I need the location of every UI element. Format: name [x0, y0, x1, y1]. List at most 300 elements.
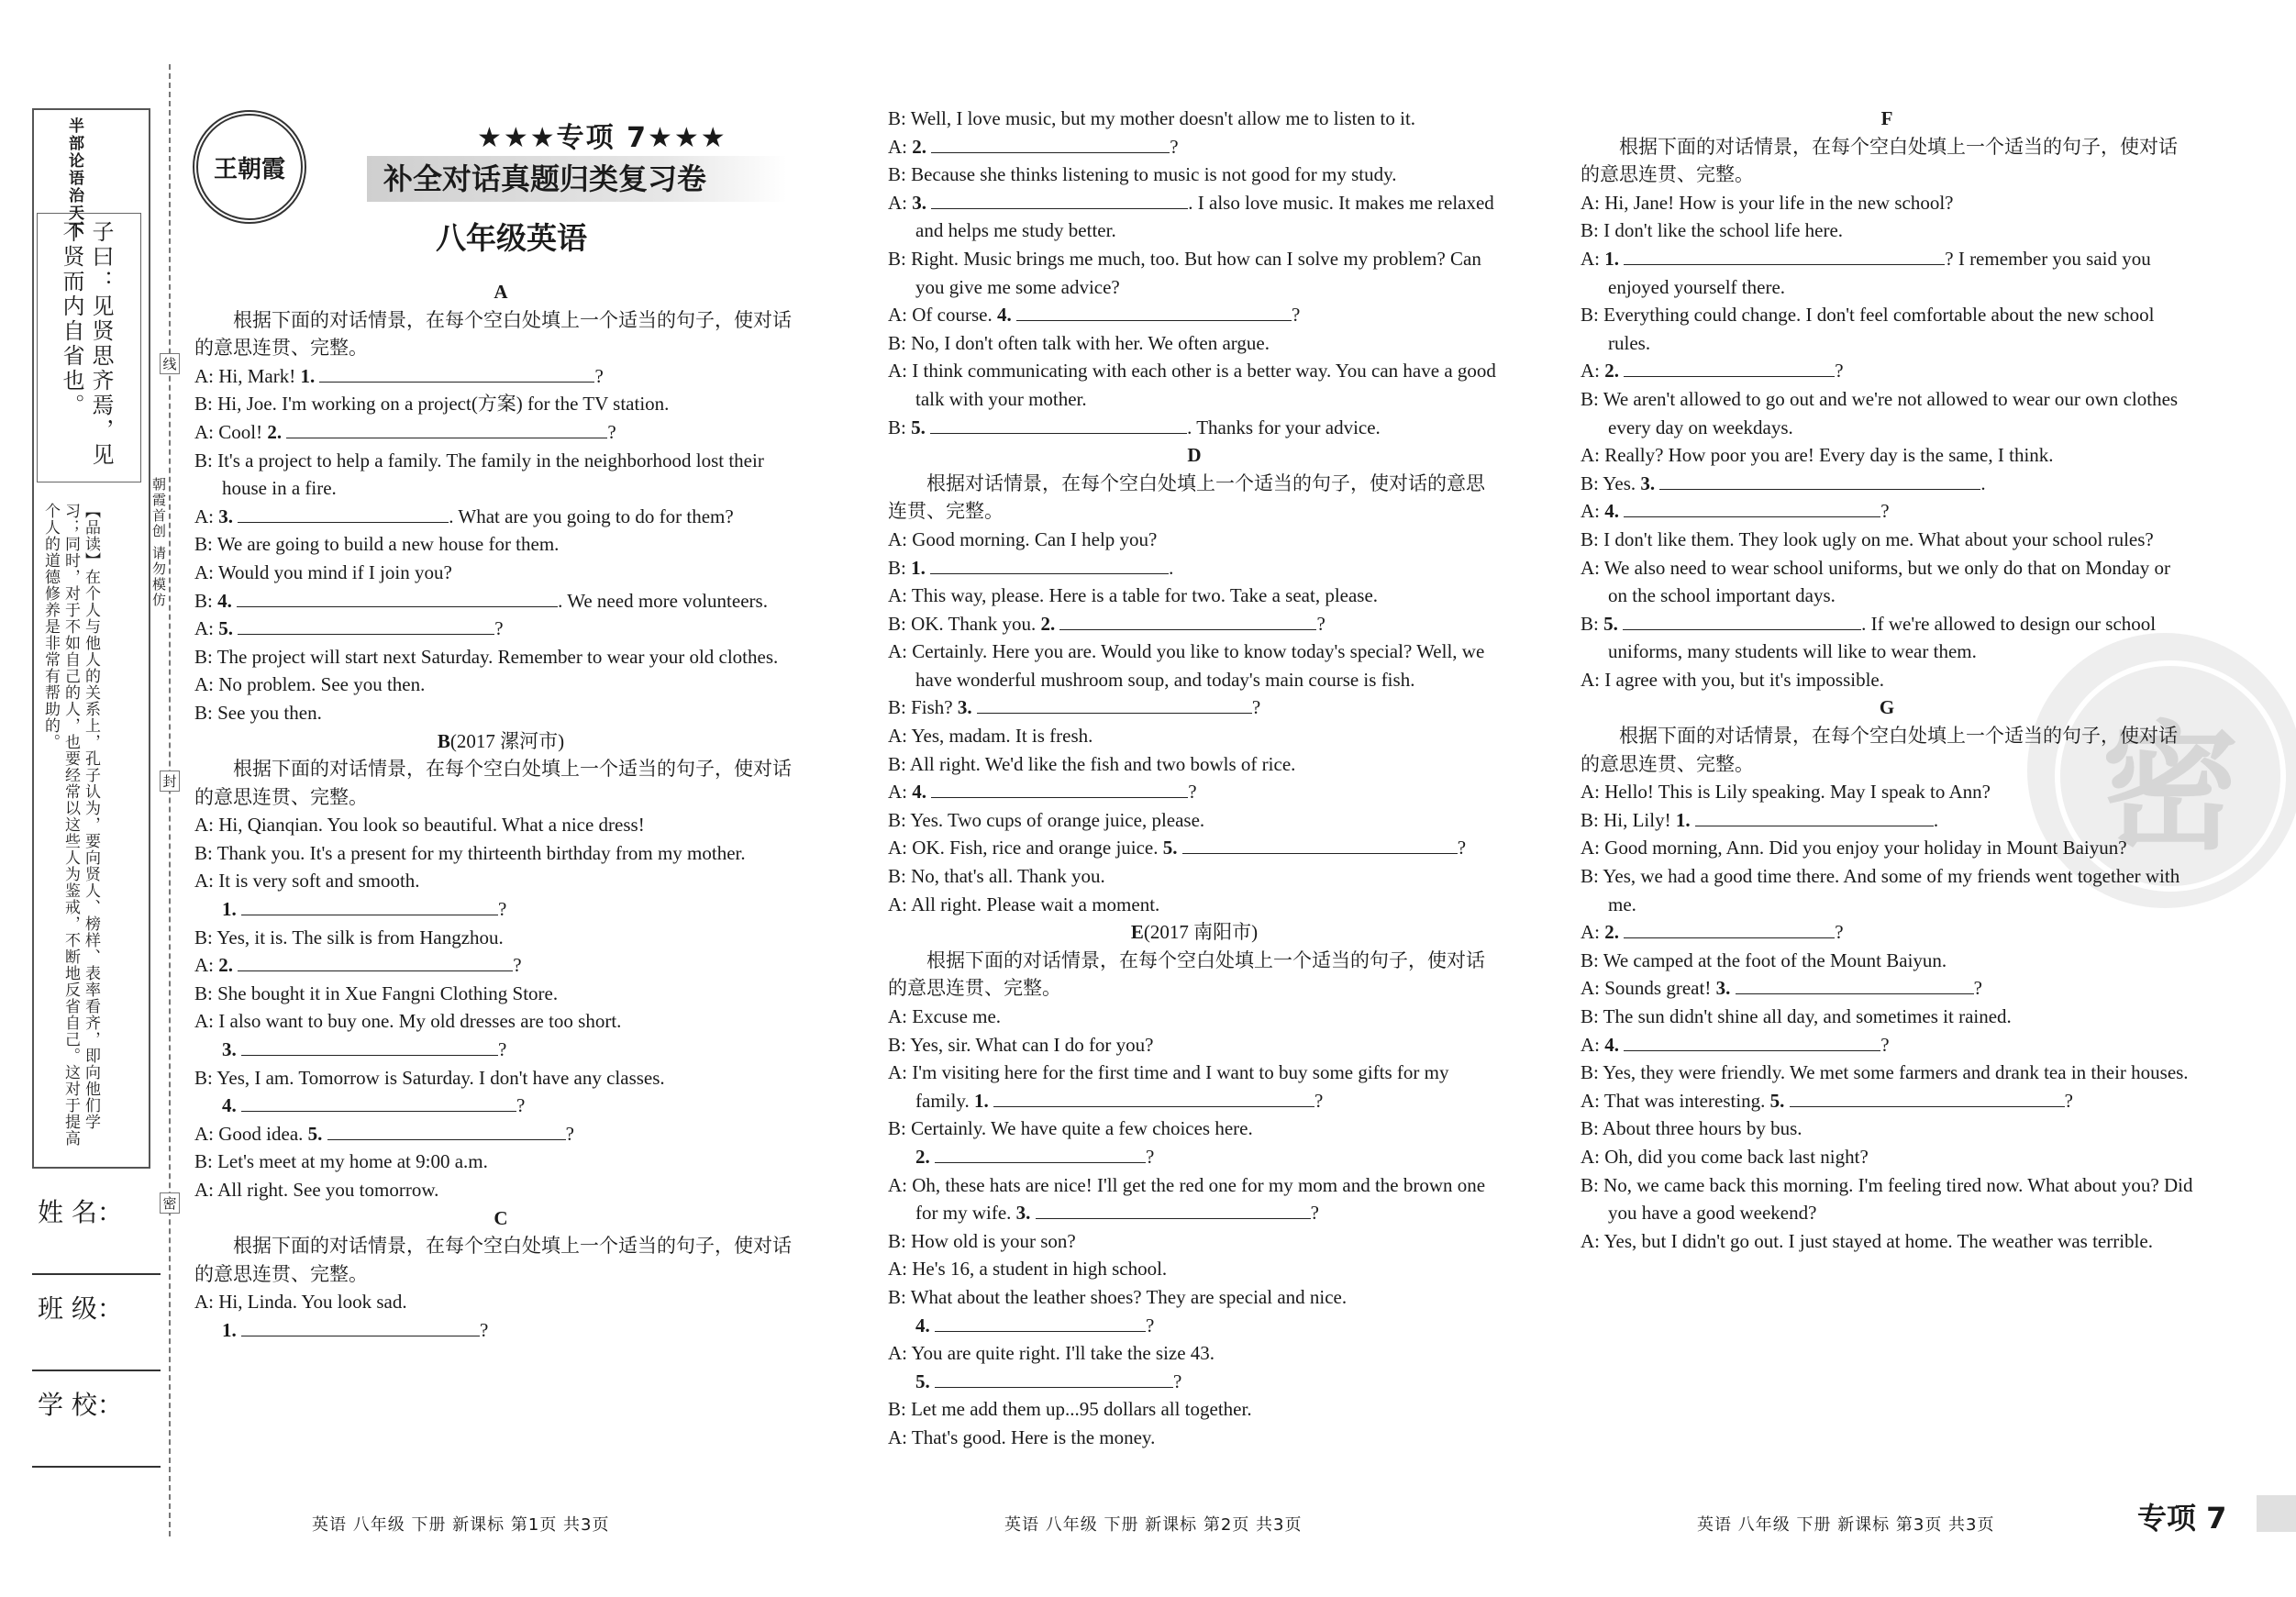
- sidebar-reading: 【品读】在个人与他人的关系上，孔子认为，要向贤人、榜样、表率看齐，即向他们学习；同时，对于不如自己的人，也要经常以这些人为鉴戒，不断地反省自己。这对于提高个人的道德修养是非常有帮助的。: [41, 503, 100, 1147]
- dialogue-line: [1581, 441, 2193, 470]
- dialogue-line: [888, 1171, 1501, 1227]
- blank-number: 4.: [996, 304, 1016, 327]
- line-text: B: All right. We'd like the fish and two bowls of rice.: [888, 752, 1296, 775]
- line-tail: ?: [513, 954, 522, 977]
- dialogue-line: [1581, 778, 2193, 806]
- answer-blank[interactable]: [931, 779, 1188, 798]
- blank-number: 3.: [1015, 1202, 1036, 1225]
- dialogue-line: [1581, 497, 2193, 526]
- line-text: B: We camped at the foot of the Mount Baiyun.: [1581, 948, 1947, 971]
- blank-number: 4.: [217, 589, 238, 612]
- dialogue-line: [194, 1288, 807, 1316]
- line-text: A:: [1581, 500, 1605, 523]
- dialogue-line: [1581, 666, 2193, 694]
- blank-number: 2.: [1040, 612, 1060, 635]
- dialogue-line: [888, 862, 1501, 891]
- dialogue-line: [194, 951, 807, 980]
- answer-blank[interactable]: [931, 190, 1188, 209]
- line-text: A: Hi, Jane! How is your life in the new school?: [1581, 191, 1954, 214]
- line-text: B: Yes, I am. Tomorrow is Saturday. I don't have any classes.: [194, 1066, 665, 1089]
- blank-number: 2.: [912, 135, 932, 158]
- dialogue-line: [888, 834, 1501, 862]
- line-text: B: No, we came back this morning. I'm feeling tired now. What about you? Did you have a good weekend?: [1581, 1173, 2193, 1225]
- blank-number: 3.: [1640, 471, 1660, 494]
- answer-blank[interactable]: [1182, 835, 1458, 854]
- line-text: B: Yes, they were friendly. We met some farmers and drank tea in their houses.: [1581, 1061, 2189, 1084]
- dialogue-C-cont: [888, 105, 1501, 441]
- dialogue-line: [194, 643, 807, 671]
- answer-blank[interactable]: [935, 1144, 1146, 1163]
- answer-blank[interactable]: [1059, 611, 1316, 630]
- blank-number: 1.: [1604, 247, 1625, 270]
- line-tail: . I also love music. It makes me relaxed and helps me study better.: [915, 191, 1494, 242]
- line-text: B: No, I don't often talk with her. We often argue.: [888, 331, 1270, 354]
- section-letter: B: [437, 729, 450, 752]
- line-tail: ?: [1291, 304, 1301, 327]
- line-text: B: Let me add them up...95 dollars all together.: [888, 1398, 1252, 1421]
- dialogue-line: [888, 1339, 1501, 1368]
- dialogue-line: [1581, 947, 2193, 975]
- dialogue-line: [1581, 974, 2193, 1003]
- dialogue-line: [1581, 1227, 2193, 1256]
- line-text: B: Right. Music brings me much, too. But how can I solve my problem? Can you give me some advice?: [888, 247, 1481, 298]
- dialogue-line: [1581, 1115, 2193, 1143]
- dialogue-line: [194, 1120, 807, 1148]
- blank-number: 1.: [1675, 808, 1695, 831]
- line-text: A: I also want to buy one. My old dresses are too short.: [194, 1010, 622, 1033]
- dialogue-line: [1581, 301, 2193, 357]
- line-text: B: Yes, we had a good time there. And some of my friends went together with me.: [1581, 865, 2180, 915]
- answer-blank[interactable]: [1016, 302, 1292, 321]
- section-instruction: 根据下面的对话情景，在每个空白处填上一个适当的句子，使对话的意思连贯、完整。: [1581, 725, 2178, 775]
- line-tail: ?: [1835, 921, 1844, 944]
- dialogue-line: [1581, 1087, 2193, 1115]
- dialogue-line: [1581, 610, 2193, 666]
- dialogue-line: [888, 1368, 1501, 1396]
- line-text: A:: [194, 617, 219, 640]
- school-line[interactable]: [32, 1422, 161, 1468]
- section-instruction: 根据下面的对话情景，在每个空白处填上一个适当的句子，使对话的意思连贯、完整。: [888, 948, 1485, 1000]
- line-text: B:: [1581, 612, 1604, 635]
- line-tail: ?: [1146, 1145, 1155, 1168]
- line-tail: ?: [516, 1094, 526, 1117]
- line-text: B: Yes. Two cups of orange juice, please.: [888, 808, 1205, 831]
- line-tail: ?: [565, 1122, 574, 1145]
- dialogue-line: [1581, 357, 2193, 385]
- dialogue-line: [194, 559, 807, 587]
- line-tail: ?: [1146, 1314, 1155, 1336]
- section-instruction: 根据下面的对话情景，在每个空白处填上一个适当的句子，使对话的意思连贯、完整。: [194, 1235, 792, 1285]
- line-text: B:: [194, 589, 218, 612]
- column-1: [194, 278, 807, 1345]
- dialogue-line: [194, 362, 807, 391]
- dialogue-line: [1581, 189, 2193, 217]
- answer-blank[interactable]: [930, 415, 1187, 434]
- line-text: B: Yes.: [1581, 471, 1641, 494]
- blank-number: 1.: [222, 1318, 241, 1341]
- logo-text: 王朝霞: [213, 155, 285, 183]
- section-instruction: 根据下面的对话情景，在每个空白处填上一个适当的句子，使对话的意思连贯、完整。: [194, 308, 792, 360]
- dialogue-line: [1581, 216, 2193, 245]
- dialogue-line: [194, 587, 807, 616]
- dialogue-B: [194, 811, 807, 1203]
- class-line[interactable]: [32, 1325, 161, 1371]
- line-text: B: I don't like them. They look ugly on me. What about your school rules?: [1581, 527, 2154, 550]
- line-text: B: Let's meet at my home at 9:00 a.m.: [194, 1150, 488, 1173]
- topic-label: ★★★专项 7★★★: [477, 122, 727, 154]
- dialogue-line: [888, 161, 1501, 189]
- class-label: 班 级：: [38, 1293, 123, 1324]
- dialogue-line: [888, 1424, 1501, 1452]
- section-instruction: 根据对话情景，在每个空白处填上一个适当的句子，使对话的意思连贯、完整。: [888, 471, 1485, 523]
- dialogue-line: [1581, 1143, 2193, 1171]
- dialogue-line: [888, 1003, 1501, 1031]
- line-tail: ?: [1314, 1089, 1324, 1112]
- dialogue-line: [194, 671, 807, 699]
- line-tail: ?: [1188, 781, 1197, 804]
- dialogue-line: [194, 447, 807, 503]
- line-text: B: No, that's all. Thank you.: [888, 865, 1105, 888]
- line-text: A: I'm visiting here for the first time and I want to buy some gifts for my family.: [888, 1061, 1449, 1112]
- blank-number: 3.: [222, 1038, 241, 1061]
- line-text: A: Hi, Qianqian. You look so beautiful. What a nice dress!: [194, 814, 645, 837]
- answer-blank[interactable]: [1623, 611, 1861, 630]
- answer-blank[interactable]: [1624, 919, 1835, 938]
- line-text: B:: [888, 416, 912, 438]
- answer-blank[interactable]: [1624, 358, 1835, 377]
- dialogue-line: [1581, 526, 2193, 554]
- line-tail: ?: [480, 1318, 489, 1341]
- sidebar-motto: 半部论语治天下: [65, 117, 83, 239]
- dialogue-line: [194, 895, 807, 924]
- answer-blank[interactable]: [319, 363, 594, 383]
- blank-number: 1.: [911, 556, 931, 579]
- dialogue-line: [194, 390, 807, 418]
- dialogue-line: [888, 610, 1501, 638]
- line-text: A: Of course.: [888, 304, 997, 327]
- line-text: B: It's a project to help a family. The family in the neighborhood lost their house in a fire.: [194, 449, 764, 500]
- line-text: A: Hello! This is Lily speaking. May I speak to Ann?: [1581, 781, 1991, 804]
- line-text: A: Excuse me.: [888, 1005, 1002, 1027]
- line-text: A: I think communicating with each other is a better way. You can have a good talk with your mother.: [888, 360, 1496, 410]
- blank-number: 5.: [307, 1122, 327, 1145]
- line-text: B: Well, I love music, but my mother doesn't allow me to listen to it.: [888, 107, 1416, 129]
- dialogue-line: [888, 133, 1501, 161]
- paper-title: 补全对话真题归类复习卷: [367, 156, 787, 202]
- blank-number: 1.: [222, 898, 241, 921]
- answer-blank[interactable]: [1624, 1032, 1880, 1051]
- dialogue-line: [888, 891, 1501, 919]
- line-text: A: Cool!: [194, 420, 268, 443]
- answer-blank[interactable]: [931, 134, 1170, 153]
- dialogue-line: [888, 1031, 1501, 1059]
- line-text: A: Hi, Mark!: [194, 364, 301, 387]
- dialogue-E: [888, 1003, 1501, 1452]
- line-tail: ?: [1173, 1370, 1182, 1392]
- blank-number: 2.: [218, 954, 238, 977]
- line-text: A: Certainly. Here you are. Would you like to know today's special? Well, we have wonderful mushroom soup, and today's main course is fish.: [888, 640, 1485, 691]
- line-tail: ?: [1170, 135, 1179, 158]
- name-line[interactable]: [32, 1229, 161, 1275]
- line-text: B: Certainly. We have quite a few choices here.: [888, 1117, 1253, 1140]
- line-text: B: I don't like the school life here.: [1581, 219, 1844, 242]
- dialogue-line: [1581, 1003, 2193, 1031]
- seal-char-feng: 封: [160, 771, 180, 792]
- school-field[interactable]: [32, 1385, 161, 1468]
- blank-number: 3.: [218, 505, 238, 527]
- answer-blank[interactable]: [1624, 498, 1880, 517]
- answer-blank[interactable]: [935, 1369, 1173, 1388]
- line-tail: ?: [2064, 1089, 2073, 1112]
- dialogue-line: [888, 1283, 1501, 1312]
- dialogue-line: [888, 693, 1501, 722]
- section-heading: [194, 727, 807, 756]
- answer-blank[interactable]: [238, 504, 449, 523]
- dialogue-line: [194, 1064, 807, 1092]
- answer-blank[interactable]: [286, 419, 607, 438]
- line-text: B: Thank you. It's a present for my thirteenth birthday from my mother.: [194, 841, 746, 864]
- section-instruction: 根据下面的对话情景，在每个空白处填上一个适当的句子，使对话的意思连贯、完整。: [194, 758, 792, 808]
- line-tail: ?: [1316, 612, 1325, 635]
- seal-char-xian: 线: [160, 353, 180, 374]
- line-text: A:: [888, 191, 913, 214]
- dialogue-line: [194, 839, 807, 868]
- answer-blank[interactable]: [935, 1313, 1146, 1332]
- dialogue-line: [194, 1036, 807, 1064]
- line-text: A:: [1581, 921, 1605, 944]
- line-tail: .: [1169, 556, 1174, 579]
- dialogue-line: [1581, 385, 2193, 441]
- line-tail: ?: [1457, 837, 1467, 859]
- blank-number: 3.: [957, 696, 977, 719]
- dialogue-G: [1581, 778, 2193, 1255]
- line-text: A: It is very soft and smooth.: [194, 870, 420, 893]
- class-field[interactable]: [32, 1289, 161, 1371]
- answer-blank[interactable]: [241, 1037, 498, 1056]
- line-tail: ?: [498, 1038, 507, 1061]
- dialogue-line: [888, 1255, 1501, 1283]
- line-text: B: Everything could change. I don't feel comfortable about the new school rules.: [1581, 304, 2155, 354]
- answer-blank[interactable]: [238, 952, 513, 971]
- line-tail: . We need more volunteers.: [558, 589, 768, 612]
- dialogue-A: [194, 362, 807, 727]
- line-text: A: Sounds great!: [1581, 977, 1716, 1000]
- line-text: A: This way, please. Here is a table for two. Take a seat, please.: [888, 584, 1379, 607]
- line-text: A:: [194, 505, 219, 527]
- line-text: B: OK. Thank you.: [888, 612, 1041, 635]
- answer-blank[interactable]: [238, 616, 494, 635]
- line-text: B: Because she thinks listening to music is not good for my study.: [888, 163, 1397, 186]
- line-text: A: Would you mind if I join you?: [194, 560, 452, 583]
- dialogue-line: [1581, 1059, 2193, 1087]
- line-text: B: The project will start next Saturday. Remember to wear your old clothes.: [194, 645, 779, 668]
- dialogue-line: [194, 503, 807, 531]
- column-3: [1581, 105, 2193, 1255]
- line-text: A: That's good. Here is the money.: [888, 1425, 1156, 1448]
- blank-number: 2.: [267, 420, 287, 443]
- line-tail: ?: [1310, 1202, 1319, 1225]
- line-text: A:: [1581, 1033, 1605, 1056]
- line-text: A: Yes, madam. It is fresh.: [888, 725, 1093, 748]
- blank-number: 1.: [973, 1089, 993, 1112]
- dialogue-line: [194, 418, 807, 447]
- dialogue-line: [888, 189, 1501, 245]
- column-2: [888, 105, 1501, 1452]
- answer-blank[interactable]: [327, 1121, 566, 1140]
- section-heading: G: [1879, 696, 1895, 719]
- dialogue-line: [888, 1059, 1501, 1115]
- line-text: A: OK. Fish, rice and orange juice.: [888, 837, 1163, 859]
- dialogue-line: [194, 1007, 807, 1036]
- line-text: A: All right. See you tomorrow.: [194, 1179, 439, 1201]
- line-text: B: She bought it in Xue Fangni Clothing Store.: [194, 981, 559, 1004]
- dialogue-line: [888, 301, 1501, 329]
- dialogue-line: [888, 245, 1501, 301]
- dialogue-line: [1581, 862, 2193, 918]
- answer-blank[interactable]: [1036, 1200, 1311, 1219]
- line-text: B: About three hours by bus.: [1581, 1117, 1802, 1140]
- dialogue-line: [1581, 918, 2193, 947]
- line-text: A: Oh, did you come back last night?: [1581, 1145, 1869, 1168]
- line-text: B:: [888, 556, 912, 579]
- line-text: B: We are going to build a new house for them.: [194, 533, 560, 556]
- dialogue-line: [194, 811, 807, 839]
- blank-number: 2.: [1604, 360, 1625, 383]
- brand-logo: [193, 110, 306, 224]
- dialogue-line: [194, 1092, 807, 1120]
- line-text: B: Fish?: [888, 696, 958, 719]
- dialogue-line: [888, 1395, 1501, 1424]
- line-text: A:: [1581, 360, 1605, 383]
- blank-number: 5.: [1769, 1089, 1790, 1112]
- blank-number: 5.: [911, 416, 931, 438]
- corner-tab: [2257, 1495, 2296, 1532]
- answer-blank[interactable]: [1695, 807, 1934, 826]
- dialogue-line: [888, 526, 1501, 554]
- blank-number: 4.: [915, 1314, 935, 1336]
- blank-number: 3.: [912, 191, 932, 214]
- answer-blank[interactable]: [1659, 471, 1980, 490]
- line-tail: .: [1933, 808, 1939, 831]
- dialogue-line: [888, 357, 1501, 413]
- line-text: A: That was interesting.: [1581, 1089, 1770, 1112]
- dialogue-line: [1581, 554, 2193, 610]
- seal-char-mi: 密: [160, 1192, 180, 1214]
- section-heading: F: [1880, 107, 1893, 129]
- dialogue-line: [888, 778, 1501, 806]
- line-text: A: Good morning, Ann. Did you enjoy your holiday in Mount Baiyun?: [1581, 837, 2127, 859]
- blank-number: 1.: [300, 364, 320, 387]
- line-text: A:: [1581, 247, 1605, 270]
- line-tail: ?: [1835, 360, 1844, 383]
- dialogue-line: [1581, 834, 2193, 862]
- section-heading: C: [494, 1206, 508, 1229]
- blank-number: 2.: [915, 1145, 935, 1168]
- line-text: B: We aren't allowed to go out and we're not allowed to wear our own clothes every day on weekdays.: [1581, 387, 2179, 438]
- line-text: A:: [888, 135, 913, 158]
- blank-number: 5.: [218, 617, 238, 640]
- dialogue-line: [888, 105, 1501, 133]
- school-label: 学 校：: [38, 1390, 123, 1420]
- line-tail: ?: [594, 364, 604, 387]
- line-text: B: The sun didn't shine all day, and sometimes it rained.: [1581, 1005, 2012, 1027]
- line-text: A: Yes, but I didn't go out. I just stayed at home. The weather was terrible.: [1581, 1229, 2153, 1252]
- answer-blank[interactable]: [237, 588, 558, 607]
- corner-topic-label: 专项 7: [2137, 1501, 2227, 1536]
- answer-blank[interactable]: [1736, 975, 1974, 994]
- line-text: B: Yes, it is. The silk is from Hangzhou.: [194, 926, 504, 948]
- line-tail: ?: [607, 420, 616, 443]
- line-tail: ?: [1880, 1033, 1890, 1056]
- line-text: A: You are quite right. I'll take the size 43.: [888, 1342, 1215, 1365]
- line-text: A: Good idea.: [194, 1122, 308, 1145]
- answer-blank[interactable]: [930, 555, 1169, 574]
- section-source: (2017 南阳市): [1143, 921, 1259, 944]
- dialogue-line: [888, 750, 1501, 779]
- line-text: B: Yes, sir. What can I do for you?: [888, 1033, 1154, 1056]
- dialogue-F: [1581, 189, 2193, 694]
- line-text: A: He's 16, a student in high school.: [888, 1258, 1168, 1281]
- answer-blank[interactable]: [977, 694, 1252, 714]
- blank-number: 5.: [915, 1370, 935, 1392]
- line-tail: ?: [498, 898, 507, 921]
- dialogue-line: [888, 414, 1501, 442]
- name-field[interactable]: [32, 1192, 161, 1275]
- section-letter: E: [1130, 921, 1144, 944]
- line-text: A: Good morning. Can I help you?: [888, 527, 1158, 550]
- line-text: B: See you then.: [194, 701, 322, 724]
- answer-blank[interactable]: [1624, 246, 1945, 265]
- section-source: (2017 漯河市): [449, 729, 565, 752]
- line-text: B: Hi, Joe. I'm working on a project(方案) for the TV station.: [194, 393, 670, 416]
- line-text: A:: [888, 781, 913, 804]
- watermark-char: 密: [2055, 660, 2286, 892]
- line-tail: ?: [1880, 500, 1890, 523]
- dialogue-line: [194, 1148, 807, 1176]
- dialogue-line: [888, 638, 1501, 693]
- line-tail: ?: [494, 617, 504, 640]
- dialogue-line: [1581, 806, 2193, 835]
- line-text: B: Hi, Lily!: [1581, 808, 1676, 831]
- dialogue-C: [194, 1288, 807, 1344]
- section-instruction: 根据下面的对话情景，在每个空白处填上一个适当的句子，使对话的意思连贯、完整。: [1581, 135, 2178, 186]
- dialogue-line: [888, 1312, 1501, 1340]
- dialogue-line: [194, 980, 807, 1008]
- dialogue-D: [888, 526, 1501, 918]
- dialogue-line: [194, 1316, 807, 1345]
- section-heading: [888, 918, 1501, 947]
- blank-number: 4.: [222, 1094, 241, 1117]
- blank-number: 4.: [912, 781, 932, 804]
- blank-number: 5.: [1603, 612, 1624, 635]
- answer-blank[interactable]: [241, 1317, 480, 1336]
- blank-number: 4.: [1604, 500, 1625, 523]
- line-text: A: I agree with you, but it's impossible.: [1581, 668, 1884, 691]
- section-heading: D: [1187, 444, 1202, 467]
- dialogue-line: [888, 582, 1501, 610]
- blank-number: 5.: [1162, 837, 1182, 859]
- answer-blank[interactable]: [993, 1088, 1314, 1107]
- line-text: A: All right. Please wait a moment.: [888, 893, 1160, 915]
- answer-blank[interactable]: [241, 1092, 516, 1112]
- line-text: A: No problem. See you then.: [194, 673, 426, 696]
- line-tail: . If we're allowed to design our school uniforms, many students will like to wear them.: [1608, 612, 2157, 663]
- answer-blank[interactable]: [1790, 1088, 2065, 1107]
- cut-line: [169, 64, 171, 1536]
- footer-page-2: 英语 八年级 下册 新课标 第2页 共3页: [1004, 1515, 1303, 1535]
- footer-page-1: 英语 八年级 下册 新课标 第1页 共3页: [312, 1515, 610, 1535]
- answer-blank[interactable]: [241, 896, 498, 915]
